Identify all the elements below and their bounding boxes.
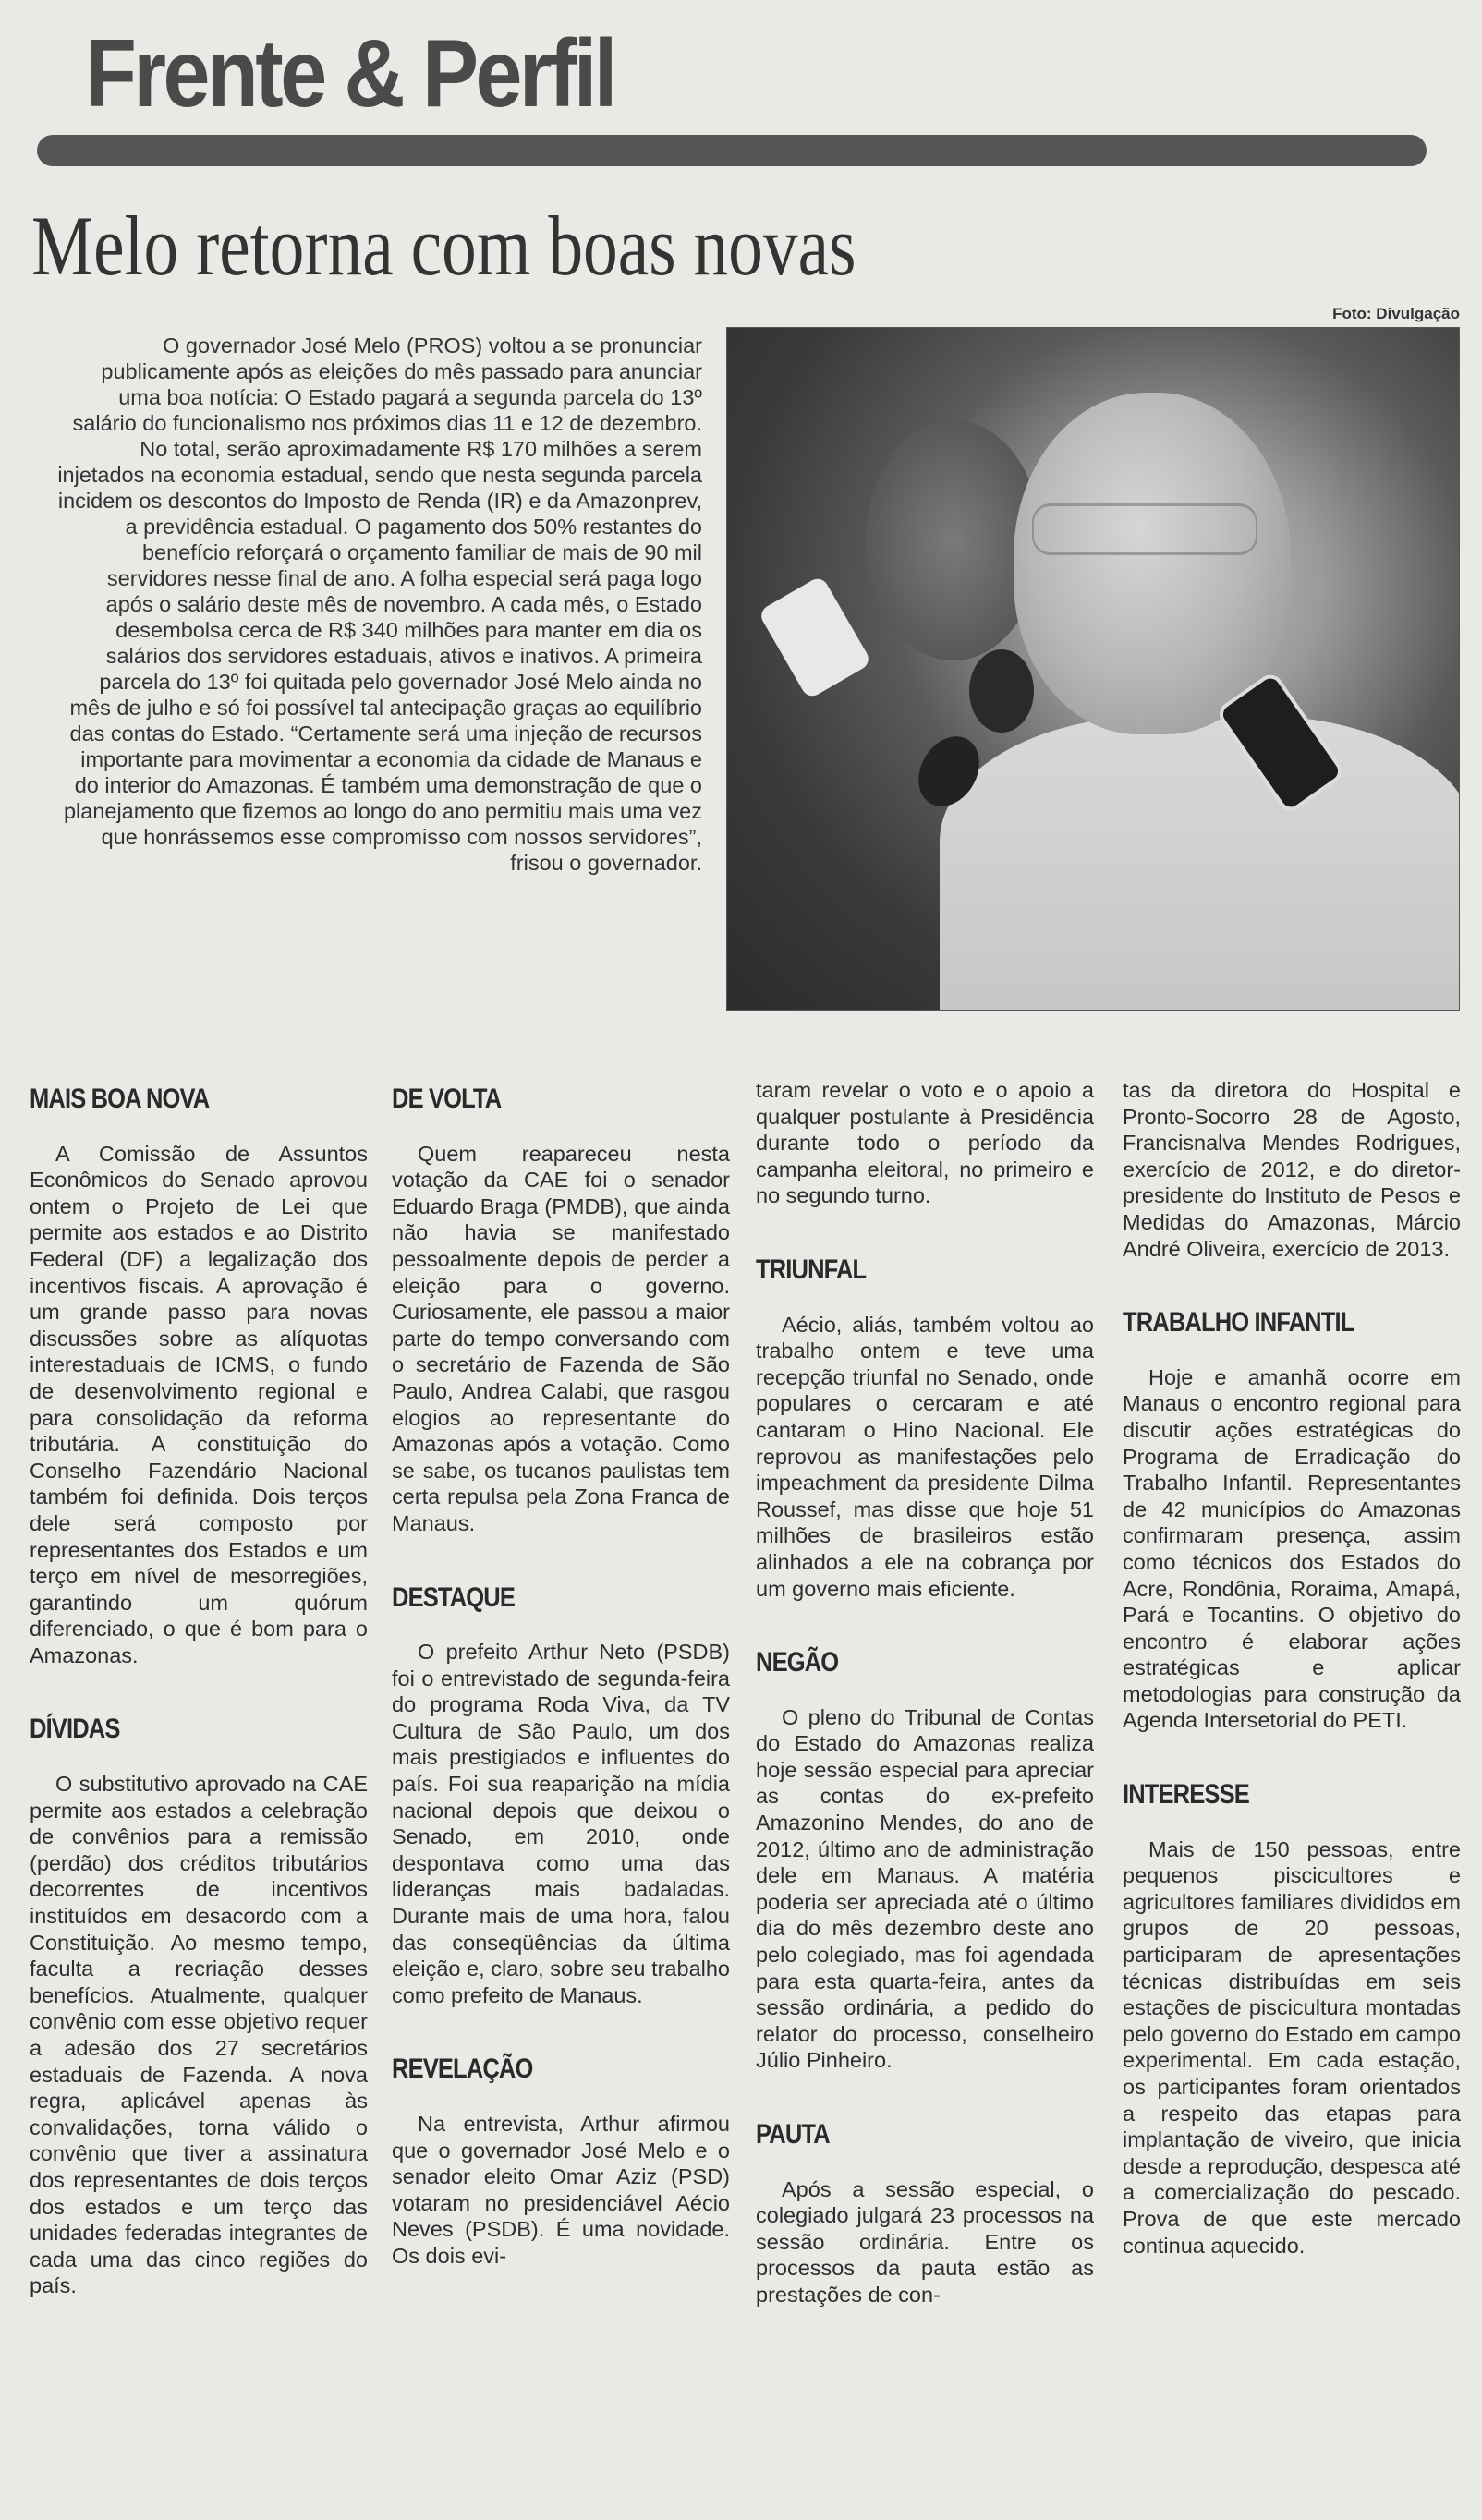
column-paragraph: Hoje e amanhã ocorre em Manaus o encontro regional para discutir ações estratégicas do Programa de Erradicação do Trabalho Infantil. Representantes de 42 municípios do Amazonas confirmaram presença, assim como técnicos dos Estados do Acre, Rondônia, Roraima, Amapá, Pará e Tocantins. O objetivo do encontro é elaborar ações estratégicas e aplicar metodologias para construção da Agenda Intersetorial do PETI. [1123, 1364, 1461, 1733]
column-heading: DE VOLTA [392, 1084, 502, 1114]
column-heading: TRABALHO INFANTIL [1123, 1307, 1354, 1339]
column-paragraph: O prefeito Arthur Neto (PSDB) foi o entrevistado de segunda-feira do programa Roda Viva, da TV Cultura de São Paulo, um dos mais prestigiados e influentes do país. Foi sua reaparição na mídia nacional depois que deixou o Senado, em 2010, onde despontava como uma das lideranças mais badaladas. Durante mais de uma hora, falou das conseqüências da última eleição e, claro, sobre seu trabalho como prefeito de Manaus. [392, 1640, 730, 2007]
column-heading: MAIS BOA NOVA [30, 1084, 210, 1114]
photo-subject-head [1014, 393, 1291, 734]
column-heading: INTERESSE [1123, 1779, 1249, 1811]
photo-glasses [1032, 503, 1257, 555]
article-lead: O governador José Melo (PROS) voltou a se pronunciar publicamente após as eleições do mês passado para anunciar uma boa notícia: O Estado pagará a segunda parcela do 13º salário do funcionalismo nos próximos dias 11 e 12 de dezembro. No total, serão aproximadamente R$ 170 milhões a serem injetados na economia estadual, sendo que nesta segunda parcela incidem os descontos do Imposto de Renda (IR) e da Amazonprev, a previdência estadual. O pagamento dos 50% restantes do benefício reforçará o orçamento familiar de mais de 90 mil servidores nesse final de ano. A folha especial será paga logo após o salário deste mês de novembro. A cada mês, o Estado desembolsa cerca de R$ 340 milhões para manter em dia os salários dos servidores estaduais, ativos e inativos. A primeira parcela do 13º foi quitada pelo governador José Melo ainda no mês de julho e só foi possível tal antecipação graças ao equilíbrio das contas do Estado. “Certamente será uma injeção de recursos importante para movimentar a economia da cidade de Manaus e do interior do Amazonas. É também uma demonstração de que o planejamento que fizemos ao longo do ano permitiu mais uma vez que honrássemos esse compromisso com nossos servidores”, frisou o governador. [57, 333, 702, 875]
column-heading: DÍVIDAS [30, 1714, 120, 1745]
column-paragraph: O substitutivo aprovado na CAE permite aos estados a celebração de convênios para a remissão (perdão) dos créditos tributários decorrentes de incentivos instituídos em desacordo com a Constituição. Ao mesmo tempo, faculta a recriação desses benefícios. Atualmente, qualquer convênio com esse objetivo requer a adesão dos 27 secretários estaduais de Fazenda. A nova regra, aplicável apenas às convalidações, torna válido o convênio que tiver a assinatura dos representantes de dois terços dos estados e um terço das unidades federadas integrantes de cada uma das cinco regiões do país. [30, 1772, 368, 2298]
article-headline: Melo retorna com boas novas [31, 199, 856, 293]
column-3 [756, 1077, 1094, 2308]
photo-shirt [940, 716, 1460, 1011]
column-heading: TRIUNFAL [756, 1254, 867, 1285]
photo-credit: Foto: Divulgação [1332, 305, 1460, 322]
column-paragraph: Na entrevista, Arthur afirmou que o governador José Melo e o senador eleito Omar Aziz (PSD) votaram no presidenciável Aécio Neves (PSDB). É uma novidade. Os dois evi- [392, 2112, 730, 2268]
column-heading: PAUTA [756, 2119, 830, 2150]
photo-phone-white [758, 575, 872, 699]
column-paragraph: O pleno do Tribunal de Contas do Estado do Amazonas realiza hoje sessão especial para apreciar as contas do ex-prefeito Amazonino Mendes, do ano de 2012, último ano de administração dele em Manaus. A matéria poderia ser apreciada até o último dia do mês dezembro deste ano pelo colegiado, mas foi agendada para esta quarta-feira, antes da sessão ordinária, a pedido do relator do processo, conselheiro Júlio Pinheiro. [756, 1704, 1094, 2073]
article-photo [726, 327, 1460, 1011]
column-paragraph: A Comissão de Assuntos Econômicos do Senado aprovou ontem o Projeto de Lei que permite aos estados e ao Distrito Federal (DF) a legalização dos incentivos fiscais. A aprovação é um grande passo para novas discussões sobre as alíquotas interestaduais de ICMS, o fundo de desenvolvimento regional e para consolidação da reforma tributária. A constituição do Conselho Fazendário Nacional também foi definida. Dois terços dele será composto por representantes dos Estados e um terço em nível de mesorregiões, garantindo um quórum diferenciado, o que é bom para o Amazonas. [30, 1141, 368, 1667]
column-1 [30, 1086, 368, 2299]
section-masthead [28, 18, 1460, 157]
column-paragraph: Quem reapareceu nesta votação da CAE foi o senador Eduardo Braga (PMDB), que ainda não havia se manifestado pessoalmente depois de perder a eleição para o governo. Curiosamente, ele passou a maior parte do tempo conversando com o secretário de Fazenda de São Paulo, Andrea Calabi, que rasgou elogios ao representante do Amazonas após a votação. Como se sabe, os tucanos paulistas tem certa repulsa pela Zona Franca de Manaus. [392, 1141, 730, 1535]
column-paragraph: taram revelar o voto e o apoio a qualquer postulante à Presidência durante todo o período da campanha eleitoral, no primeiro e no segundo turno. [756, 1078, 1094, 1208]
column-paragraph: Após a sessão especial, o colegiado julgará 23 processos na sessão ordinária. Entre os processos da pauta estão as prestações de con- [756, 2176, 1094, 2307]
section-title: Frente & Perfil [85, 20, 614, 127]
column-2 [392, 1086, 730, 2270]
column-paragraph: Mais de 150 pessoas, entre pequenos piscicultores e agricultores familiares divididos em grupos de 20 pessoas, participaram de apresentações técnicas distribuídas em seis estações de piscicultura montadas pelo governo do Estado em campo experimental. Em cada estação, os participantes foram orientados a respeito das etapas para implantação de viveiro, que inicia desde a reprodução, despesca até a comercialização do pescado. Prova de que este mercado continua aquecido. [1123, 1836, 1461, 2258]
column-heading: DESTAQUE [392, 1581, 515, 1613]
column-4 [1123, 1077, 1461, 2259]
column-heading: NEGÃO [756, 1647, 839, 1678]
column-paragraph: Aécio, aliás, também voltou ao trabalho ontem e teve uma recepção triunfal no Senado, onde populares o cercaram e até cantaram o Hino Nacional. Ele reprovou as manifestações pelo impeachment da presidente Dilma Roussef, mas disse que hoje 51 milhões de brasileiros estão alinhados a ele na cobrança por um governo mais eficiente. [756, 1312, 1094, 1601]
masthead-rule [37, 135, 1427, 166]
column-heading: REVELAÇÃO [392, 2054, 533, 2085]
photo-microphone [969, 649, 1034, 733]
column-paragraph: tas da diretora do Hospital e Pronto-Socorro 28 de Agosto, Francisnalva Mendes Rodrigues, exercício de 2012, e do diretor-presidente do Instituto de Pesos e Medidas do Amazonas, Márcio André Oliveira, exercício de 2013. [1123, 1078, 1461, 1261]
